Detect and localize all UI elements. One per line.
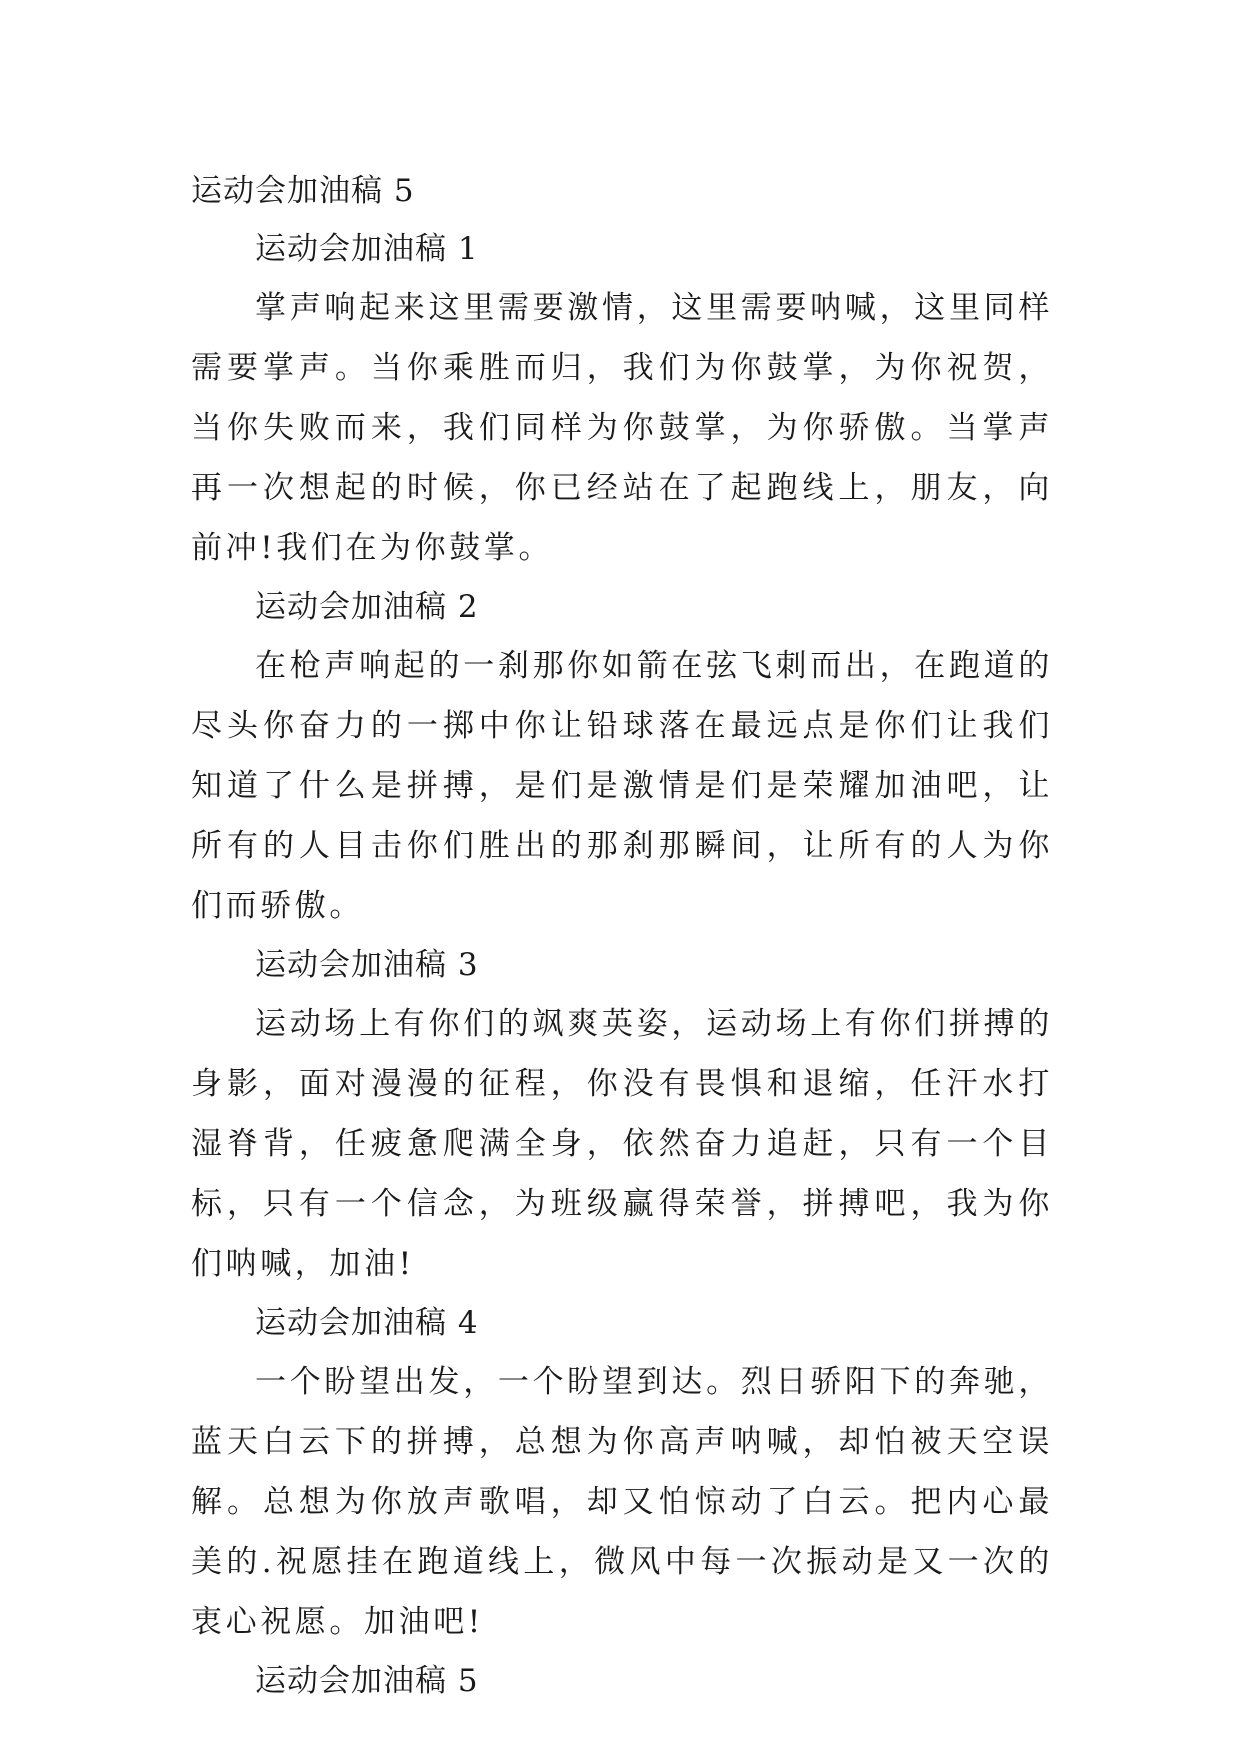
section-4	[191, 1294, 1053, 1652]
section-3	[191, 936, 1053, 1294]
section-heading: 运动会加油稿 5	[255, 1663, 479, 1699]
section-paragraph: 一个盼望出发，一个盼望到达。烈日骄阳下的奔驰，蓝天白云下的拼搏，总想为你高声呐喊，却怕被天空误解。总想为你放声歌唱，却又怕惊动了白云。把内心最美的.祝愿挂在跑道线上，微风中每一次振动是又一次的衷心祝愿。加油吧!	[191, 1364, 1053, 1640]
section-1	[191, 220, 1053, 578]
section-heading: 运动会加油稿 4	[255, 1305, 479, 1341]
document-title: 运动会加油稿 5	[191, 173, 415, 209]
section-heading: 运动会加油稿 1	[255, 231, 479, 267]
section-paragraph: 掌声响起来这里需要激情，这里需要呐喊，这里同样需要掌声。当你乘胜而归，我们为你鼓掌，为你祝贺，当你失败而来，我们同样为你鼓掌，为你骄傲。当掌声再一次想起的时候，你已经站在了起跑线上，朋友，向前冲!我们在为你鼓掌。	[191, 290, 1053, 566]
section-paragraph: 在枪声响起的一刹那你如箭在弦飞刺而出，在跑道的尽头你奋力的一掷中你让铅球落在最远点是你们让我们知道了什么是拼搏，是们是激情是们是荣耀加油吧，让所有的人目击你们胜出的那刹那瞬间，让所有的人为你们而骄傲。	[191, 648, 1053, 924]
section-heading: 运动会加油稿 2	[255, 589, 479, 625]
section-5	[191, 1652, 1053, 1710]
section-paragraph: 运动场上有你们的飒爽英姿，运动场上有你们拼搏的身影，面对漫漫的征程，你没有畏惧和退缩，任汗水打湿脊背，任疲惫爬满全身，依然奋力追赶，只有一个目标，只有一个信念，为班级赢得荣誉，拼搏吧，我为你们呐喊，加油!	[191, 1006, 1053, 1282]
section-heading: 运动会加油稿 3	[255, 947, 479, 983]
document-content	[191, 162, 1053, 1710]
section-2	[191, 578, 1053, 936]
